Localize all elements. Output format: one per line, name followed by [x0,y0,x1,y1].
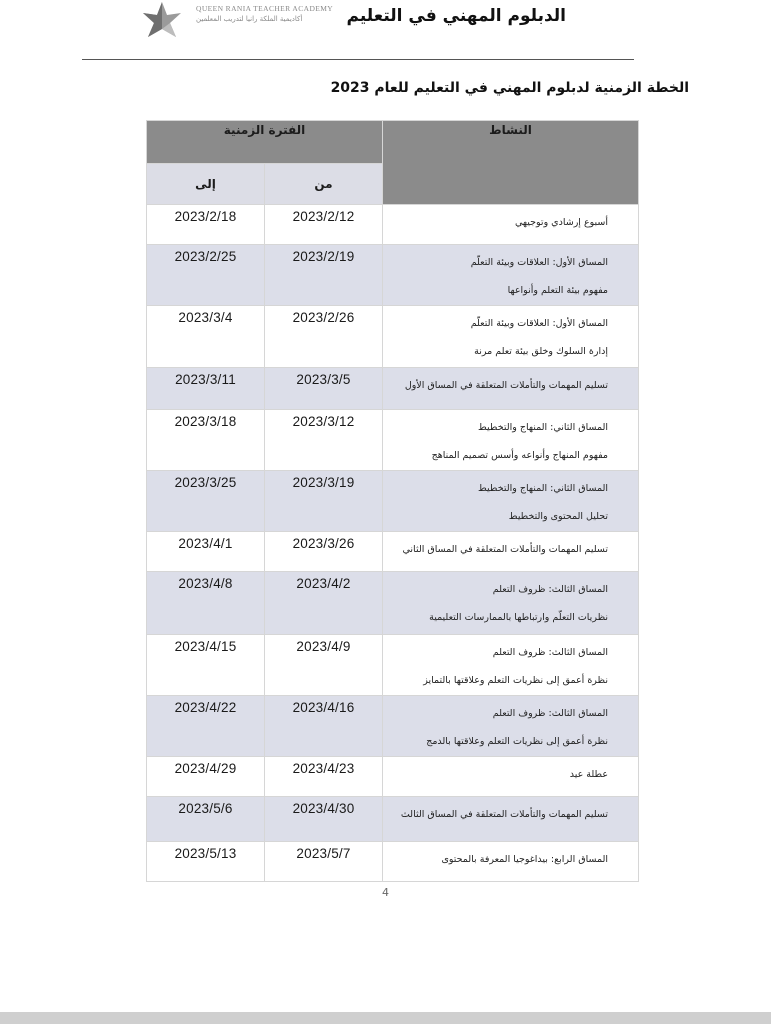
start-date-cell: 2023/4/23 [265,757,383,797]
end-date-cell: 2023/3/11 [147,368,265,410]
end-date-cell: 2023/4/1 [147,532,265,572]
activity-line: تحليل المحتوى والتخطيط [508,511,608,522]
activity-line: المساق الثاني: المنهاج والتخطيط [478,422,608,433]
activity-line: إدارة السلوك وخلق بيئة تعلم مرنة [474,346,608,357]
activity-line: نظرة أعمق إلى نظريات التعلم وعلاقتها بالتمايز [423,675,608,686]
table-row [147,245,639,306]
activity-cell [383,532,639,572]
document-title: الخطة الزمنية لدبلوم المهني في التعليم للعام 2023 [330,80,689,96]
table-body [147,205,639,882]
activity-line: عطلة عيد [569,769,608,780]
start-date-cell: 2023/2/19 [265,245,383,306]
activity-line: تسليم المهمات والتأملات المتعلقة في المساق الأول [404,380,608,391]
end-date-cell: 2023/5/13 [147,842,265,882]
table-row [147,635,639,696]
activity-cell [383,245,639,306]
academy-logo-text [196,4,336,24]
start-date-cell: 2023/3/19 [265,471,383,532]
table-row [147,572,639,635]
activity-cell [383,635,639,696]
start-date-cell: 2023/4/16 [265,696,383,757]
activity-cell [383,205,639,245]
start-date-cell: 2023/3/5 [265,368,383,410]
activity-cell [383,572,639,635]
end-date-cell: 2023/3/25 [147,471,265,532]
end-date-cell: 2023/4/22 [147,696,265,757]
table-row [147,368,639,410]
activity-cell [383,757,639,797]
end-date-cell: 2023/4/29 [147,757,265,797]
activity-cell [383,797,639,842]
activity-cell [383,471,639,532]
activity-line: المساق الثالث: ظروف التعلم [492,708,608,719]
activity-line: نظرة أعمق إلى نظريات التعلم وعلاقتها بالدمج [426,736,608,747]
activity-line: تسليم المهمات والتأملات المتعلقة في المساق الثاني [402,544,608,555]
from-header: من [265,164,383,205]
activity-line: المساق الأول: العلاقات وبيئة التعلّم [470,318,608,329]
end-date-cell: 2023/2/18 [147,205,265,245]
academy-name-en: QUEEN RANIA TEACHER ACADEMY [196,4,334,13]
schedule-table [146,120,639,882]
start-date-cell: 2023/4/2 [265,572,383,635]
page-header [0,0,771,60]
start-date-cell: 2023/4/9 [265,635,383,696]
to-header: إلى [147,164,265,205]
table-row [147,842,639,882]
start-date-cell: 2023/2/26 [265,306,383,368]
end-date-cell: 2023/3/18 [147,410,265,471]
start-date-cell: 2023/3/12 [265,410,383,471]
header-divider [82,59,634,60]
activity-line: نظريات التعلّم وارتباطها بالممارسات التعليمية [429,612,608,623]
table-row [147,471,639,532]
activity-cell [383,410,639,471]
activity-line: المساق الثالث: ظروف التعلم [492,584,608,595]
table-row [147,306,639,368]
header-title: الدبلوم المهني في التعليم [346,6,566,26]
table-header-row [147,121,639,164]
table-row [147,205,639,245]
page-number: 4 [382,886,389,899]
activity-line: المساق الرابع: بيداغوجيا المعرفة بالمحتوى [441,854,608,865]
activity-line: المساق الأول: العلاقات وبيئة التعلّم [470,257,608,268]
academy-name-ar: أكاديمية الملكة رانيا لتدريب المعلمين [196,15,303,23]
end-date-cell: 2023/3/4 [147,306,265,368]
table-row [147,696,639,757]
start-date-cell: 2023/4/30 [265,797,383,842]
scan-edge [0,1012,771,1024]
activity-cell [383,842,639,882]
schedule-table-container [146,120,638,882]
academy-star-logo-icon [138,0,186,42]
end-date-cell: 2023/5/6 [147,797,265,842]
activity-header: النشاط [383,121,639,205]
end-date-cell: 2023/2/25 [147,245,265,306]
start-date-cell: 2023/5/7 [265,842,383,882]
activity-line: مفهوم بيئة التعلم وأنواعها [507,285,608,296]
table-row [147,410,639,471]
table-row [147,532,639,572]
activity-line: مفهوم المنهاج وأنواعه وأسس تصميم المناهج [431,450,608,461]
start-date-cell: 2023/3/26 [265,532,383,572]
table-row [147,797,639,842]
activity-line: أسبوع إرشادي وتوجيهي [514,217,608,228]
activity-line: المساق الثاني: المنهاج والتخطيط [478,483,608,494]
activity-line: المساق الثالث: ظروف التعلم [492,647,608,658]
activity-cell [383,306,639,368]
end-date-cell: 2023/4/8 [147,572,265,635]
activity-line: تسليم المهمات والتأملات المتعلقة في المساق الثالث [400,809,608,820]
start-date-cell: 2023/2/12 [265,205,383,245]
activity-cell [383,696,639,757]
period-header: الفترة الزمنية [147,121,383,164]
activity-cell [383,368,639,410]
end-date-cell: 2023/4/15 [147,635,265,696]
table-row [147,757,639,797]
